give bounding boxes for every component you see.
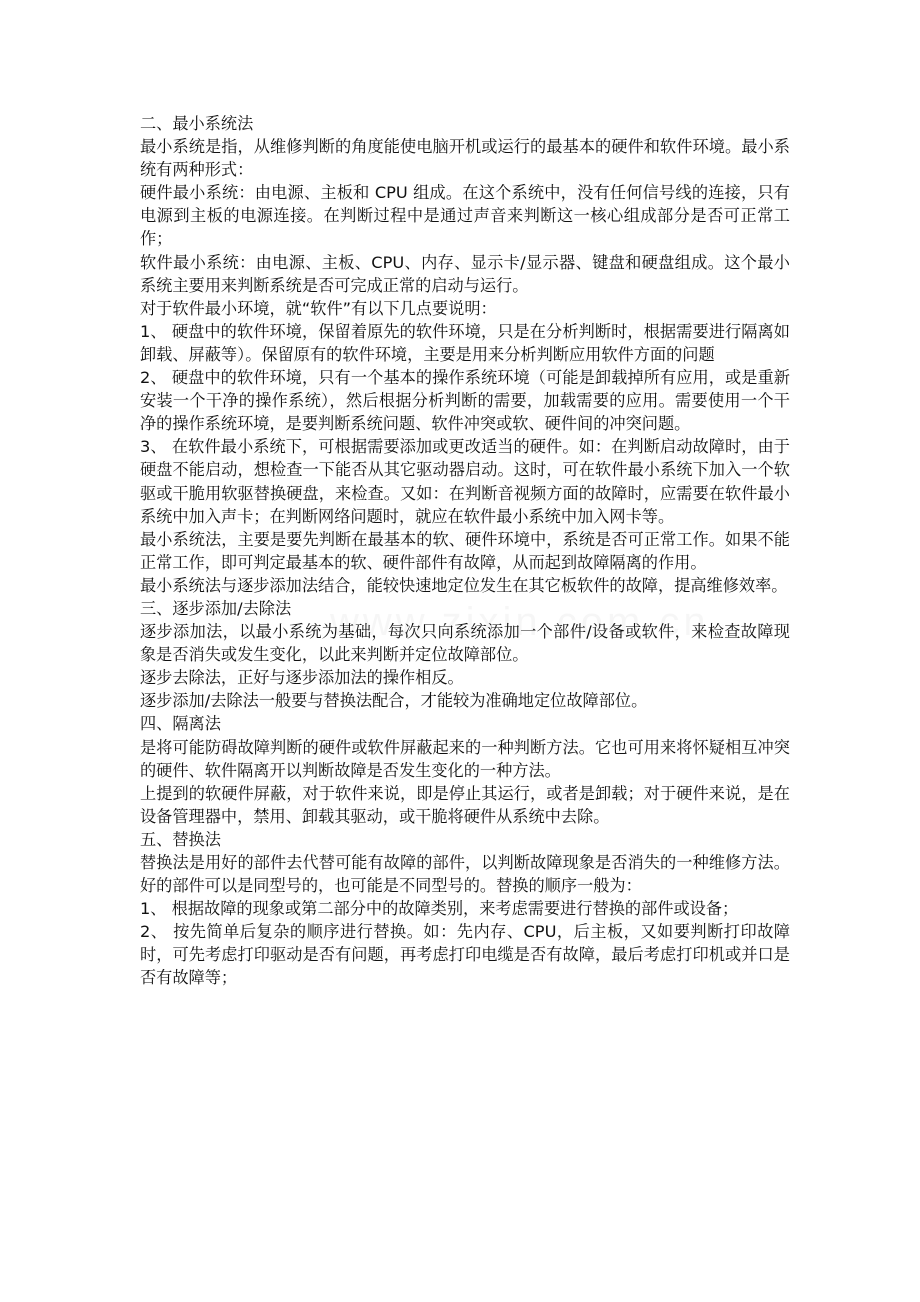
paragraph: 逐步去除法，正好与逐步添加法的操作相反。 bbox=[140, 668, 464, 688]
list-item: 1、 根据故障的现象或第二部分中的故障类别，来考虑需要进行替换的部件或设备； bbox=[140, 899, 739, 919]
paragraph: 最小系统法与逐步添加法结合，能较快速地定位发生在其它板软件的故障，提高维修效率。 bbox=[140, 575, 788, 595]
paragraph: 逐步添加法，以最小系统为基础，每次只向系统添加一个部件/设备或软件，来检查故障现象是否消失或发生变化，以此来判断并定位故障部位。 bbox=[140, 622, 790, 665]
section-heading-add-remove: 三、逐步添加/去除法 bbox=[140, 598, 292, 618]
section-heading-replacement: 五、替换法 bbox=[140, 829, 221, 849]
paragraph: 逐步添加/去除法一般要与替换法配合，才能较为准确地定位故障部位。 bbox=[140, 691, 648, 711]
list-item: 2、 硬盘中的软件环境，只有一个基本的操作系统环境（可能是卸载掉所有应用，或是重新安装一个干净的操作系统），然后根据分析判断的需要，加载需要的应用。需要使用一个干净的操作系统环境，是要判断系统问题、软件冲突或软、硬件间的冲突问题。 bbox=[140, 368, 790, 434]
paragraph: 最小系统法，主要是要先判断在最基本的软、硬件环境中，系统是否可正常工作。如果不能正常工作，即可判定最基本的软、硬件部件有故障，从而起到故障隔离的作用。 bbox=[140, 529, 790, 572]
list-item: 1、 硬盘中的软件环境，保留着原先的软件环境，只是在分析判断时，根据需要进行隔离如卸载、屏蔽等）。保留原有的软件环境，主要是用来分析判断应用软件方面的问题 bbox=[140, 321, 790, 364]
list-item: 3、 在软件最小系统下，可根据需要添加或更改适当的硬件。如：在判断启动故障时，由于硬盘不能启动，想检查一下能否从其它驱动器启动。这时，可在软件最小系统下加入一个软驱或干脆用软驱替换硬盘，来检查。又如：在判断音视频方面的故障时，应需要在软件最小系统中加入声卡；在判断网络问题时，就应在软件最小系统中加入网卡等。 bbox=[140, 437, 790, 526]
document-body bbox=[140, 112, 790, 990]
paragraph: 软件最小系统：由电源、主板、CPU、内存、显示卡/显示器、键盘和硬盘组成。这个最小系统主要用来判断系统是否可完成正常的启动与运行。 bbox=[140, 252, 790, 295]
paragraph: 硬件最小系统：由电源、主板和 CPU 组成。在这个系统中，没有任何信号线的连接，只有电源到主板的电源连接。在判断过程中是通过声音来判断这一核心组成部分是否可正常工作； bbox=[140, 183, 790, 249]
paragraph: 对于软件最小环境，就“软件”有以下几点要说明： bbox=[140, 298, 497, 318]
section-heading-isolation: 四、隔离法 bbox=[140, 714, 221, 734]
section-heading-minimal-system: 二、最小系统法 bbox=[140, 114, 254, 133]
paragraph: 替换法是用好的部件去代替可能有故障的部件，以判断故障现象是否消失的一种维修方法。好的部件可以是同型号的，也可能是不同型号的。替换的顺序一般为： bbox=[140, 853, 790, 896]
paragraph: 是将可能防碍故障判断的硬件或软件屏蔽起来的一种判断方法。它也可用来将怀疑相互冲突的硬件、软件隔离开以判断故障是否发生变化的一种方法。 bbox=[140, 737, 790, 780]
list-item: 2、 按先简单后复杂的顺序进行替换。如：先内存、CPU，后主板，又如要判断打印故障时，可先考虑打印驱动是否有问题，再考虑打印电缆是否有故障，最后考虑打印机或并口是否有故障等； bbox=[140, 922, 790, 988]
paragraph: 最小系统是指，从维修判断的角度能使电脑开机或运行的最基本的硬件和软件环境。最小系统有两种形式： bbox=[140, 137, 790, 180]
paragraph: 上提到的软硬件屏蔽，对于软件来说，即是停止其运行，或者是卸载；对于硬件来说，是在设备管理器中，禁用、卸载其驱动，或干脆将硬件从系统中去除。 bbox=[140, 783, 790, 826]
